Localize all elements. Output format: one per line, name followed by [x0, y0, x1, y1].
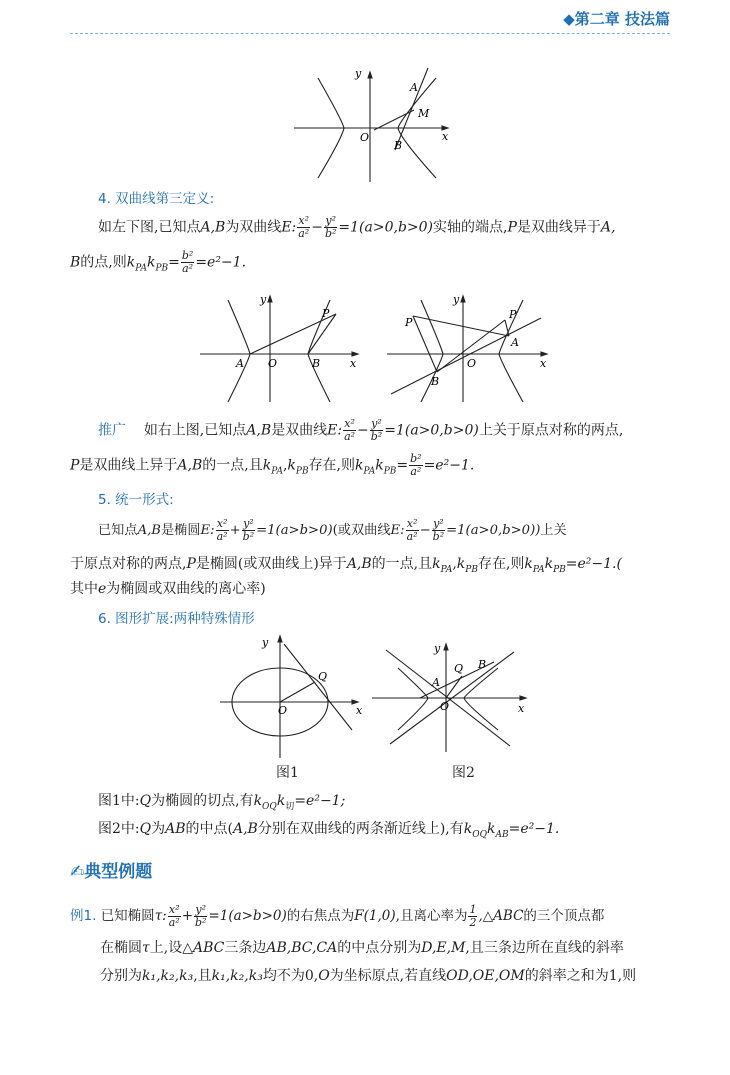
- chapter-header: ◆第二章 技法篇: [563, 10, 670, 28]
- fig-top-label-x: x: [442, 130, 449, 143]
- text: 于原点对称的两点,: [70, 556, 187, 572]
- math-text: D,E,M: [421, 940, 466, 956]
- note-figure-2: [98, 818, 559, 840]
- fraction: [324, 215, 337, 240]
- math-text: k: [375, 457, 384, 474]
- text: 是双曲线异于: [516, 219, 601, 236]
- text: 实轴的端点,: [433, 219, 508, 236]
- fig-mid2-label-o: O: [467, 357, 477, 370]
- math-text: E:: [200, 523, 215, 538]
- generalization-label: 推广: [98, 422, 126, 439]
- denominator: a²: [406, 530, 418, 543]
- math-text: =1(a>0,b>0)): [446, 523, 541, 538]
- numerator: x²: [168, 903, 180, 916]
- math-text: k: [126, 254, 136, 271]
- text: 的点,则: [80, 254, 127, 271]
- math-text: Q: [139, 793, 152, 809]
- operator: −: [311, 219, 323, 236]
- math-text: E:: [327, 422, 343, 439]
- figure-2-hyperbola-asymptotes: [370, 640, 530, 755]
- math-text: OD,OE,OM: [446, 968, 525, 984]
- math-text: =e²−1.: [423, 457, 475, 474]
- text: 均不为0,: [262, 968, 319, 984]
- fig2-label-o: O: [440, 700, 450, 713]
- text: (或双曲线: [332, 523, 391, 538]
- text: 的一点,且: [371, 556, 433, 572]
- fig-mid2-label-p-right: P: [509, 308, 517, 321]
- header-divider: [70, 33, 670, 34]
- subscript: PB: [553, 564, 566, 575]
- text: 已知椭圆: [100, 908, 155, 924]
- fig2-label-x: x: [518, 702, 525, 715]
- operator: −: [357, 422, 369, 439]
- fig1-label-o: O: [278, 704, 288, 717]
- fig-mid1-label-x: x: [350, 357, 357, 370]
- denominator: b²: [242, 530, 255, 543]
- text: 为坐标原点,若直线: [329, 968, 447, 984]
- math-text: k: [253, 793, 263, 809]
- subscript: PB: [465, 564, 478, 575]
- note-figure-1: [98, 790, 345, 812]
- math-text: =1(a>0,b>0): [338, 219, 434, 236]
- section-5-heading: 5. 统一形式:: [98, 492, 174, 508]
- subscript: OQ: [262, 801, 277, 812]
- fig-mid1-label-b: B: [312, 357, 321, 370]
- example-1-line-3: [100, 965, 636, 985]
- generalization-line-1: [98, 418, 623, 443]
- math-text: =1(a>b>0): [256, 523, 333, 538]
- fraction: [409, 453, 422, 478]
- fig-mid1-label-y: y: [260, 293, 267, 306]
- math-text: AB: [165, 821, 186, 837]
- math-text: e: [98, 581, 107, 597]
- math-text: O: [318, 968, 330, 984]
- example-label: 例1.: [70, 908, 97, 924]
- denominator: b²: [324, 227, 337, 240]
- math-text: =e²−1.(: [565, 556, 622, 572]
- figure-1-ellipse-tangent: [218, 632, 368, 762]
- fig2-label-b: B: [478, 658, 487, 671]
- numerator: x²: [216, 517, 228, 530]
- fig-top-label-o: O: [360, 131, 370, 144]
- figure-1-caption: 图1: [276, 765, 299, 781]
- text: 的三个顶点都: [523, 908, 605, 924]
- text: 如左下图,已知点: [98, 219, 201, 236]
- subscript: AB: [495, 829, 509, 840]
- text: 为椭圆的切点,有: [151, 793, 254, 809]
- math-text: k: [544, 556, 554, 572]
- math-text: A,B: [232, 821, 258, 837]
- math-text: ,△ABC: [478, 908, 524, 924]
- fig-mid2-label-b: B: [431, 375, 440, 388]
- fig2-label-q: Q: [454, 662, 464, 675]
- subscript: PB: [155, 263, 169, 274]
- fig-mid2-label-y: y: [453, 293, 460, 306]
- math-text: k₁,k₂,k₃: [142, 968, 194, 984]
- fig-mid1-label-o: O: [268, 357, 278, 370]
- operator: +: [229, 523, 241, 538]
- text: 的中点(: [185, 821, 233, 837]
- math-text: k: [276, 793, 286, 809]
- section-5-line-1: [98, 518, 567, 543]
- math-text: k: [355, 457, 364, 474]
- section-6-heading: 6. 图形扩展:两种特殊情形: [98, 611, 255, 627]
- math-text: τ:: [154, 908, 167, 924]
- figure-hyperbola-symmetric: [385, 290, 555, 405]
- numerator: y²: [371, 417, 382, 430]
- subscript: PB: [295, 466, 309, 477]
- text: ,且三条边所在直线的斜率: [465, 940, 624, 956]
- math-text: E:: [281, 219, 297, 236]
- text: 存在,则: [477, 556, 525, 572]
- math-text: k: [262, 457, 272, 474]
- fig-mid1-label-p: P: [322, 307, 330, 320]
- fraction: [343, 418, 356, 443]
- operator: =: [168, 254, 180, 271]
- math-text: B: [70, 254, 81, 271]
- figure-hyperbola-vertices: [198, 290, 363, 405]
- numerator: x²: [406, 517, 418, 530]
- operator: +: [181, 908, 193, 924]
- numerator: y²: [325, 214, 336, 227]
- text: 为椭圆或双曲线的离心率): [106, 581, 266, 597]
- math-text: A,B: [137, 523, 161, 538]
- fraction: [168, 904, 181, 929]
- fraction: [432, 518, 445, 543]
- text: 上关: [540, 523, 567, 538]
- math-text: A,B: [200, 219, 226, 236]
- text: 是双曲线上异于: [79, 457, 178, 474]
- text: 上关于原点对称的两点,: [478, 422, 624, 439]
- math-text: k: [463, 821, 473, 837]
- text: 其中: [70, 581, 98, 597]
- fig-top-label-a: A: [410, 81, 418, 94]
- fig-mid2-label-a: A: [511, 336, 519, 349]
- fraction: [468, 904, 477, 929]
- fraction: [406, 518, 419, 543]
- math-text: A,B: [346, 556, 372, 572]
- section-4-line-2: [70, 250, 246, 275]
- section-5-line-3: [70, 578, 266, 598]
- subscript: PB: [383, 466, 397, 477]
- fig1-label-q: Q: [318, 670, 328, 683]
- text: ,: [452, 556, 457, 572]
- fig-mid2-label-p-left: P: [405, 316, 413, 329]
- subscript: PA: [271, 466, 283, 477]
- numerator: y²: [243, 517, 254, 530]
- text: 是双曲线: [271, 422, 328, 439]
- numerator: y²: [433, 517, 444, 530]
- math-text: =1(a>b>0): [208, 908, 287, 924]
- typical-examples-title: ✍典型例题: [70, 862, 153, 882]
- denominator: a²: [182, 262, 194, 275]
- math-text: k: [524, 556, 533, 572]
- math-text: A,: [600, 219, 616, 236]
- figure-hyperbola-midpoint: [290, 60, 460, 185]
- fraction: [370, 418, 383, 443]
- example-1-line-2: [100, 937, 624, 957]
- numerator: y²: [195, 903, 207, 916]
- fraction: [194, 904, 207, 929]
- denominator: b²: [370, 430, 383, 443]
- math-text: k: [487, 821, 496, 837]
- math-text: k: [287, 457, 296, 474]
- text: 在椭圆: [100, 940, 142, 956]
- subscript: 切: [285, 801, 295, 812]
- math-text: =e²−1.: [508, 821, 560, 837]
- subscript: PA: [532, 564, 545, 575]
- text: 图2中:: [98, 821, 140, 837]
- section-4-heading: 4. 双曲线第三定义:: [98, 191, 215, 207]
- fig-mid1-label-a: A: [236, 357, 244, 370]
- text: 是椭圆(或双曲线上)异于: [195, 556, 347, 572]
- text: 三条边: [224, 940, 267, 956]
- math-text: =e²−1.: [195, 254, 247, 271]
- subscript: PA: [440, 564, 453, 575]
- math-text: P: [70, 457, 80, 474]
- fig-top-label-m: M: [418, 107, 430, 120]
- numerator: x²: [344, 417, 355, 430]
- math-text: Q: [139, 821, 152, 837]
- text: 图1中:: [98, 793, 140, 809]
- text: 分别为: [100, 968, 142, 984]
- fig1-label-y: y: [262, 636, 269, 649]
- denominator: b²: [432, 530, 445, 543]
- subscript: PA: [135, 263, 147, 274]
- fig2-label-y: y: [434, 642, 441, 655]
- denominator: a²: [298, 227, 310, 240]
- text: 为双曲线: [225, 219, 282, 236]
- fraction: [242, 518, 255, 543]
- math-text: ABC: [192, 940, 225, 956]
- math-text: k: [146, 254, 156, 271]
- text: 分别在双曲线的两条渐近线上),有: [257, 821, 464, 837]
- text: 已知点: [98, 523, 138, 538]
- subscript: OQ: [472, 829, 488, 840]
- math-text: =e²−1;: [294, 793, 346, 809]
- math-text: A,B: [177, 457, 203, 474]
- fig-top-label-y: y: [355, 67, 362, 80]
- fig2-label-a: A: [432, 676, 440, 689]
- numerator: 1: [469, 903, 477, 916]
- figure-2-caption: 图2: [452, 765, 475, 781]
- text: ,且离心率为: [395, 908, 468, 924]
- numerator: b²: [410, 452, 422, 465]
- text: 存在,则: [308, 457, 356, 474]
- fraction: [297, 215, 310, 240]
- text: 的一点,且: [202, 457, 263, 474]
- fraction: [216, 518, 229, 543]
- math-text: P: [507, 219, 517, 236]
- numerator: b²: [181, 249, 194, 262]
- math-text: AB,BC,CA: [266, 940, 338, 956]
- math-text: F(1,0): [354, 908, 396, 924]
- text: 的中点分别为: [337, 940, 422, 956]
- generalization-line-2: [70, 453, 474, 478]
- text: 是椭圆: [160, 523, 201, 538]
- text: ,: [282, 457, 288, 474]
- denominator: 2: [469, 916, 477, 929]
- math-text: =1(a>0,b>0): [384, 422, 479, 439]
- math-text: k₁,k₂,k₃: [211, 968, 263, 984]
- math-text: P: [186, 556, 196, 572]
- text: 为: [151, 821, 166, 837]
- denominator: b²: [195, 916, 207, 929]
- math-text: k: [432, 556, 441, 572]
- subscript: PA: [363, 466, 376, 477]
- operator: −: [419, 523, 431, 538]
- section-4-line-1: [98, 215, 615, 240]
- text: 上,设△: [149, 940, 193, 956]
- math-text: k: [456, 556, 466, 572]
- numerator: x²: [298, 214, 310, 227]
- fig-top-label-b: B: [394, 139, 403, 152]
- denominator: a²: [410, 465, 422, 478]
- text: 的斜率之和为1,则: [524, 968, 637, 984]
- text: ,且: [193, 968, 212, 984]
- math-text: τ: [142, 940, 150, 956]
- fig1-label-x: x: [356, 704, 363, 717]
- text: 如右上图,已知点: [143, 422, 247, 439]
- operator: =: [396, 457, 409, 474]
- denominator: a²: [216, 530, 228, 543]
- fraction: [181, 250, 194, 275]
- section-5-line-2: [70, 553, 622, 575]
- denominator: a²: [344, 430, 356, 443]
- math-text: A,B: [246, 422, 272, 439]
- fig-mid2-label-x: x: [540, 357, 547, 370]
- math-text: E:: [390, 523, 405, 538]
- example-1-line-1: [70, 904, 604, 929]
- denominator: a²: [168, 916, 180, 929]
- text: 的右焦点为: [286, 908, 355, 924]
